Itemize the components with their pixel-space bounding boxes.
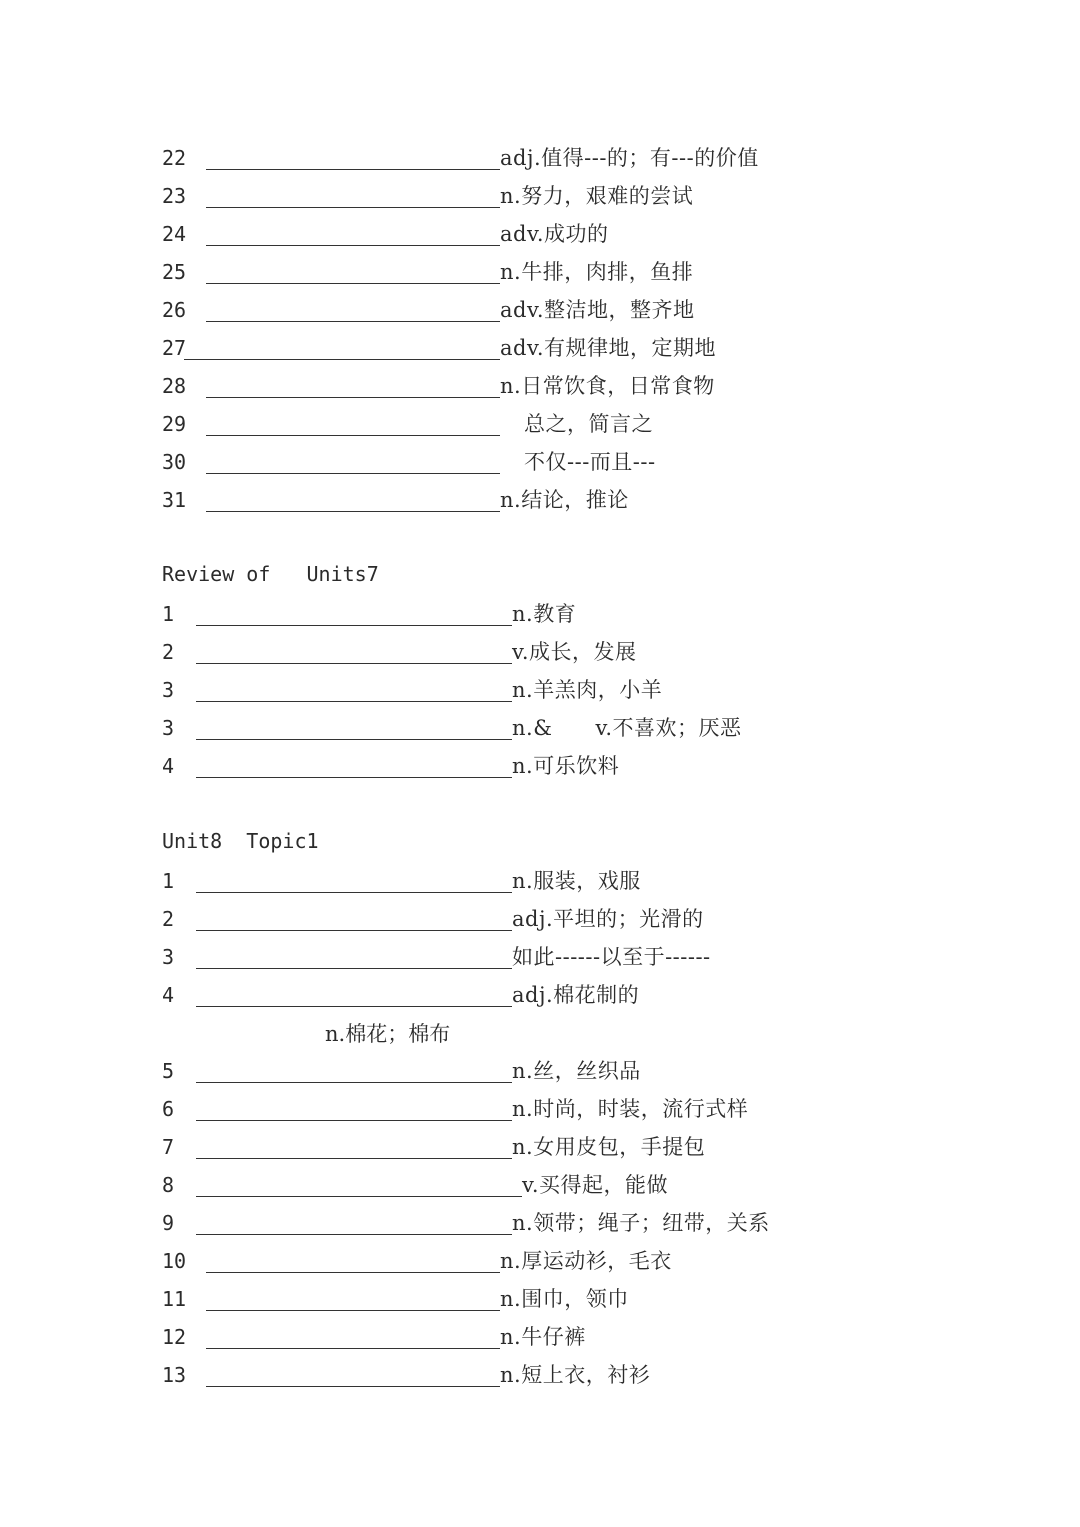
- item-number: 12: [162, 1325, 187, 1349]
- vocab-row: [162, 178, 693, 208]
- item-number: 4: [162, 983, 175, 1007]
- item-number: 10: [162, 1249, 187, 1273]
- answer-blank[interactable]: [206, 147, 500, 170]
- vocab-row: [162, 901, 704, 931]
- definition: v.买得起，能做: [522, 1173, 669, 1197]
- definition: adj.棉花制的: [512, 983, 640, 1007]
- answer-blank[interactable]: [206, 413, 500, 436]
- vocab-row: [162, 292, 695, 322]
- answer-blank[interactable]: [206, 185, 500, 208]
- vocab-row: [162, 1205, 770, 1235]
- definition: n.女用皮包，手提包: [512, 1135, 706, 1159]
- answer-blank[interactable]: [196, 870, 512, 893]
- definition: n.教育: [512, 602, 577, 626]
- answer-blank[interactable]: [196, 603, 512, 626]
- definition: n.时尚，时装，流行式样: [512, 1097, 749, 1121]
- definition: 总之，简言之: [524, 412, 653, 436]
- definition: adj.平坦的；光滑的: [512, 907, 704, 931]
- item-number: 3: [162, 945, 175, 969]
- item-number: 1: [162, 602, 175, 626]
- vocab-row: [162, 634, 637, 664]
- item-number: 28: [162, 374, 187, 398]
- definition: 如此------以至于------: [512, 945, 711, 969]
- definition: adv.有规律地，定期地: [500, 336, 717, 360]
- vocab-row: [162, 406, 653, 436]
- item-number: 23: [162, 184, 187, 208]
- item-number: 3: [162, 716, 175, 740]
- definition: n.围巾，领巾: [500, 1287, 629, 1311]
- answer-blank[interactable]: [196, 946, 512, 969]
- answer-blank[interactable]: [206, 451, 500, 474]
- definition: n.努力，艰难的尝试: [500, 184, 694, 208]
- answer-blank[interactable]: [196, 717, 512, 740]
- answer-blank[interactable]: [196, 1136, 512, 1159]
- answer-blank[interactable]: [206, 261, 500, 284]
- definition: v.成长，发展: [512, 640, 637, 664]
- vocab-row: [162, 977, 639, 1007]
- answer-blank[interactable]: [196, 1212, 512, 1235]
- vocab-row: [162, 1091, 748, 1121]
- vocab-row: [162, 482, 629, 512]
- vocab-row: [162, 1281, 629, 1311]
- definition: n.服装，戏服: [512, 869, 641, 893]
- section-heading-review: Review of Units7: [162, 562, 379, 586]
- definition: adv.成功的: [500, 222, 609, 246]
- vocab-row: [162, 1129, 705, 1159]
- vocab-row: [162, 1053, 641, 1083]
- vocab-row: [162, 710, 742, 740]
- vocab-row: [162, 748, 619, 778]
- definition-continuation: n.棉花；棉布: [325, 1022, 451, 1046]
- definition: n.领带；绳子；纽带，关系: [512, 1211, 770, 1235]
- item-number: 2: [162, 907, 175, 931]
- vocab-row: [162, 1319, 586, 1349]
- vocab-row: [162, 254, 693, 284]
- answer-blank[interactable]: [184, 337, 500, 360]
- answer-blank[interactable]: [206, 299, 500, 322]
- answer-blank[interactable]: [196, 984, 512, 1007]
- definition: n.羊羔肉，小羊: [512, 678, 663, 702]
- definition: n.可乐饮料: [512, 754, 620, 778]
- item-number: 25: [162, 260, 187, 284]
- answer-blank[interactable]: [196, 641, 512, 664]
- item-number: 6: [162, 1097, 175, 1121]
- answer-blank[interactable]: [206, 1288, 500, 1311]
- definition: n.短上衣，衬衫: [500, 1363, 651, 1387]
- definition: n.& v.不喜欢；厌恶: [512, 716, 742, 740]
- definition: adv.整洁地，整齐地: [500, 298, 695, 322]
- answer-blank[interactable]: [206, 489, 500, 512]
- answer-blank[interactable]: [206, 1326, 500, 1349]
- item-number: 5: [162, 1059, 175, 1083]
- answer-blank[interactable]: [206, 1364, 500, 1387]
- answer-blank[interactable]: [206, 223, 500, 246]
- vocab-row: [162, 1243, 672, 1273]
- vocab-row: [162, 1167, 668, 1197]
- answer-blank[interactable]: [196, 755, 512, 778]
- answer-blank[interactable]: [196, 1098, 512, 1121]
- item-number: 9: [162, 1211, 175, 1235]
- vocab-row: [162, 444, 656, 474]
- item-number: 22: [162, 146, 187, 170]
- vocab-row: [162, 939, 711, 969]
- definition: n.结论，推论: [500, 488, 629, 512]
- definition: n.牛排，肉排，鱼排: [500, 260, 694, 284]
- definition: adj.值得---的；有---的价值: [500, 146, 759, 170]
- item-number: 13: [162, 1363, 187, 1387]
- item-number: 24: [162, 222, 187, 246]
- definition: n.日常饮食，日常食物: [500, 374, 715, 398]
- answer-blank[interactable]: [196, 1060, 512, 1083]
- item-number: 1: [162, 869, 175, 893]
- item-number: 30: [162, 450, 187, 474]
- vocab-row: [162, 330, 716, 360]
- item-number: 7: [162, 1135, 175, 1159]
- vocab-row: [162, 1357, 650, 1387]
- item-number: 27: [162, 336, 187, 360]
- definition: n.丝，丝织品: [512, 1059, 641, 1083]
- section-heading-unit8: Unit8 Topic1: [162, 829, 319, 853]
- item-number: 29: [162, 412, 187, 436]
- vocab-row: [162, 140, 759, 170]
- item-number: 26: [162, 298, 187, 322]
- answer-blank[interactable]: [206, 1250, 500, 1273]
- item-number: 11: [162, 1287, 187, 1311]
- answer-blank[interactable]: [206, 375, 500, 398]
- definition: n.厚运动衫，毛衣: [500, 1249, 672, 1273]
- answer-blank[interactable]: [196, 908, 512, 931]
- vocab-row: [162, 596, 576, 626]
- item-number: 2: [162, 640, 175, 664]
- answer-blank[interactable]: [196, 1174, 522, 1197]
- vocab-row: [162, 368, 715, 398]
- item-number: 3: [162, 678, 175, 702]
- vocab-row: [162, 863, 641, 893]
- item-number: 31: [162, 488, 187, 512]
- answer-blank[interactable]: [196, 679, 512, 702]
- vocab-row: [162, 216, 609, 246]
- vocab-row: [162, 672, 662, 702]
- definition: 不仅---而且---: [524, 450, 656, 474]
- definition: n.牛仔裤: [500, 1325, 586, 1349]
- item-number: 4: [162, 754, 175, 778]
- item-number: 8: [162, 1173, 175, 1197]
